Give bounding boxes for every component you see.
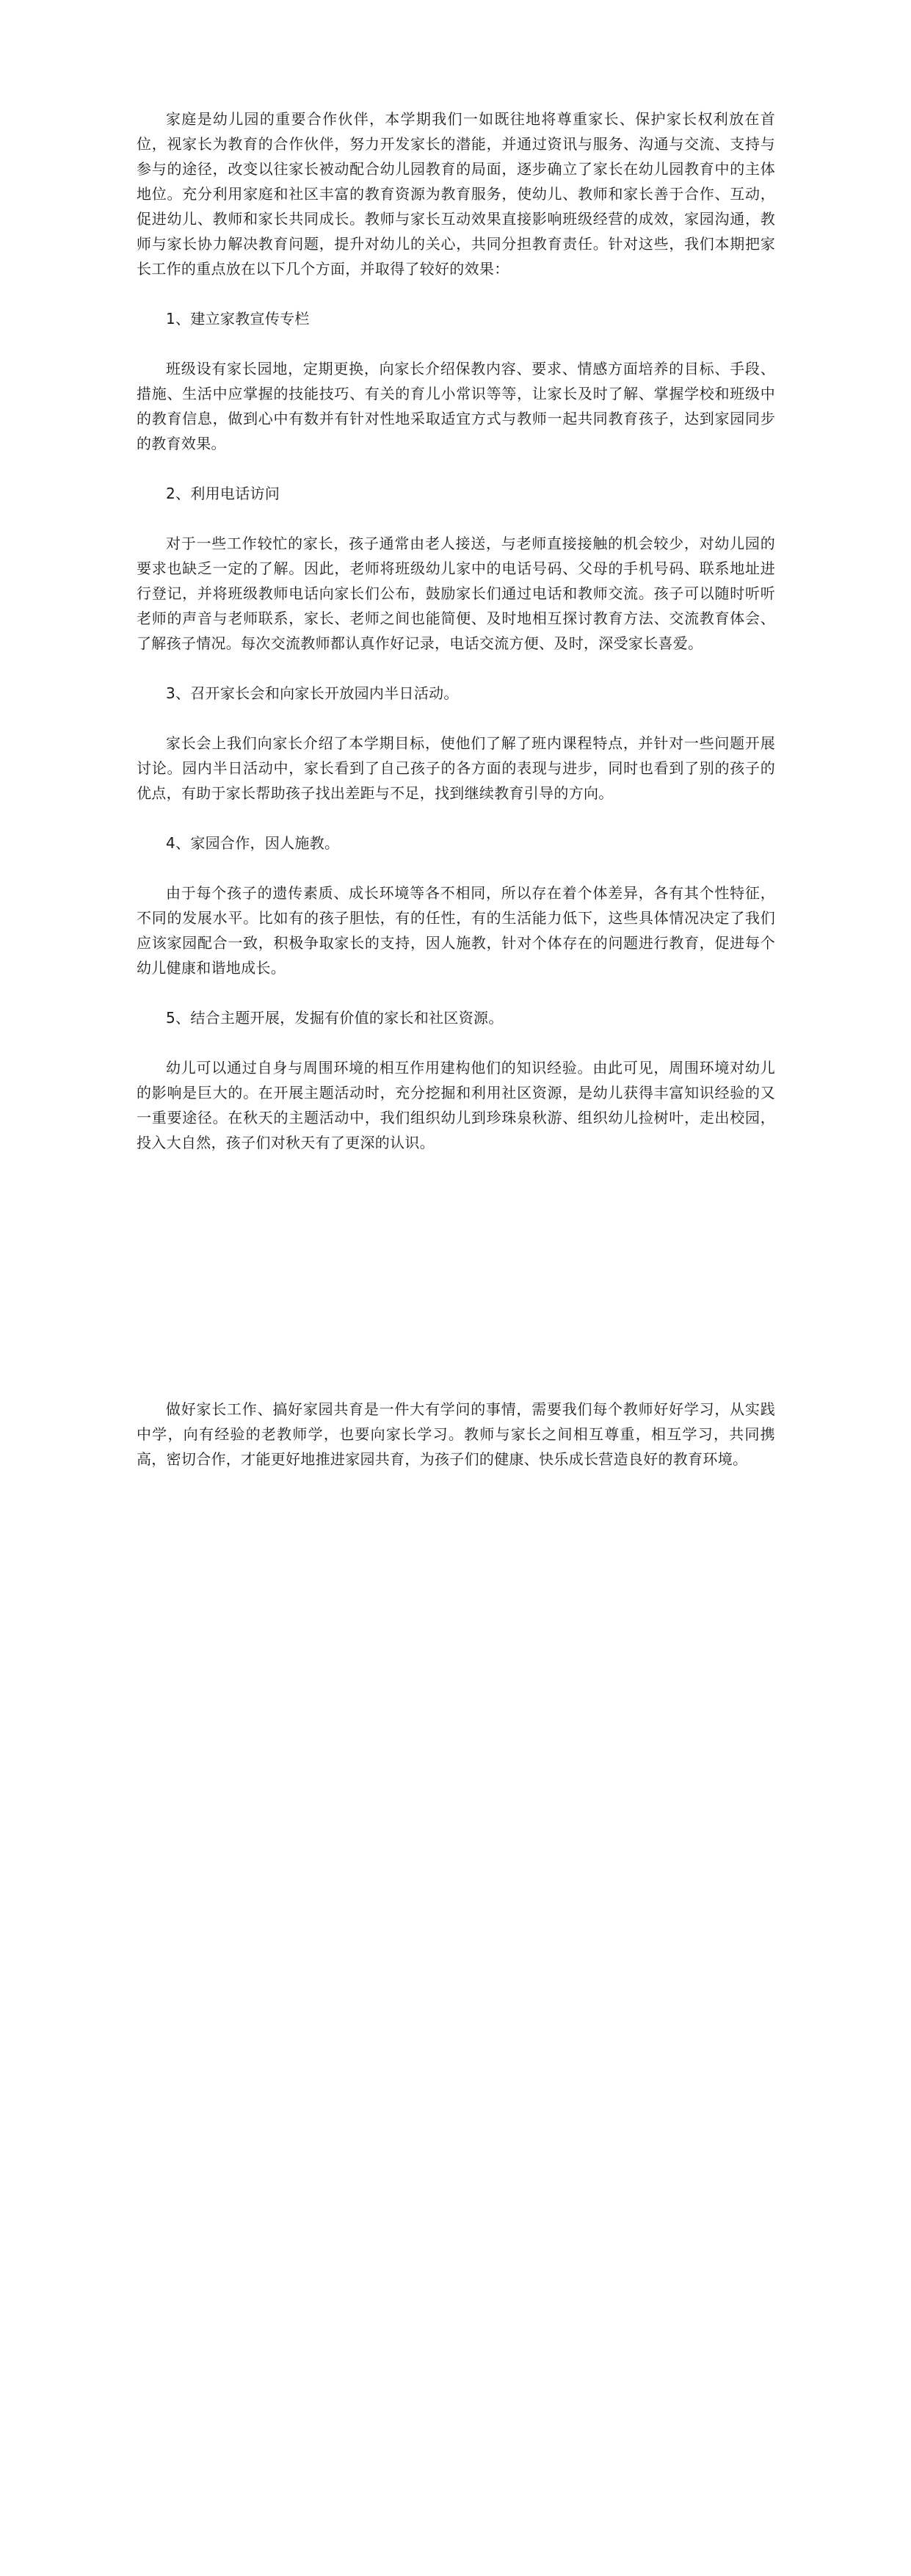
section-4-body: 由于每个孩子的遗传素质、成长环境等各不相同，所以存在着个体差异，各有其个性特征，不同的发展水平。比如有的孩子胆怯，有的任性，有的生活能力低下，这些具体情况决定了我们应该家园配合一致，积极争取家长的支持，因人施教，针对个体存在的问题进行教育，促进每个幼儿健康和谐地成长。 <box>137 884 775 977</box>
intro-paragraph: 家庭是幼儿园的重要合作伙伴，本学期我们一如既往地将尊重家长、保护家长权利放在首位，视家长为教育的合作伙伴，努力开发家长的潜能，并通过资讯与服务、沟通与交流、支持与参与的途径，改变以往家长被动配合幼儿园教育的局面，逐步确立了家长在幼儿园教育中的主体地位。充分利用家庭和社区丰富的教育资源为教育服务，使幼儿、教师和家长善于合作、互动，促进幼儿、教师和家长共同成长。教师与家长互动效果直接影响班级经营的成效，家园沟通，教师与家长协力解决教育问题，提升对幼儿的关心，共同分担教育责任。针对这些，我们本期把家长工作的重点放在以下几个方面，并取得了较好的效果： <box>137 110 775 278</box>
section-5-body: 幼儿可以通过自身与周围环境的相互作用建构他们的知识经验。由此可见，周围环境对幼儿的影响是巨大的。在开展主题活动时，充分挖掘和利用社区资源，是幼儿获得丰富知识经验的又一重要途径。在秋天的主题活动中，我们组织幼儿到珍珠泉秋游、组织幼儿捡树叶，走出校园，投入大自然，孩子们对秋天有了更深的认识。 <box>137 1059 775 1151</box>
conclusion-block <box>137 1397 775 1472</box>
document-body <box>137 106 775 1155</box>
section-1-heading: 1、建立家教宣传专栏 <box>166 310 310 328</box>
section-2-body: 对于一些工作较忙的家长，孩子通常由老人接送，与老师直接接触的机会较少，对幼儿园的要求也缺乏一定的了解。因此，老师将班级幼儿家中的电话号码、父母的手机号码、联系地址进行登记，并将班级教师电话向家长们公布，鼓励家长们通过电话和教师交流。孩子可以随时听听老师的声音与老师联系，家长、老师之间也能简便、及时地相互探讨教育方法、交流教育体会、了解孩子情况。每次交流教师都认真作好记录，电话交流方便、及时，深受家长喜爱。 <box>137 535 775 652</box>
section-4-heading: 4、家园合作，因人施教。 <box>166 834 340 852</box>
section-3-body: 家长会上我们向家长介绍了本学期目标，使他们了解了班内课程特点，并针对一些问题开展讨论。园内半日活动中，家长看到了自己孩子的各方面的表现与进步，同时也看到了别的孩子的优点，有助于家长帮助孩子找出差距与不足，找到继续教育引导的方向。 <box>137 734 775 802</box>
section-2-heading: 2、利用电话访问 <box>166 485 280 502</box>
section-3-heading: 3、召开家长会和向家长开放园内半日活动。 <box>166 684 459 702</box>
conclusion-paragraph: 做好家长工作、搞好家园共育是一件大有学问的事情，需要我们每个教师好好学习，从实践中学，向有经验的老教师学，也要向家长学习。教师与家长之间相互尊重，相互学习，共同携高，密切合作，才能更好地推进家园共育，为孩子们的健康、快乐成长营造良好的教育环境。 <box>137 1400 775 1468</box>
section-1-body: 班级设有家长园地，定期更换，向家长介绍保教内容、要求、情感方面培养的目标、手段、措施、生活中应掌握的技能技巧、有关的育儿小常识等等，让家长及时了解、掌握学校和班级中的教育信息，做到心中有数并有针对性地采取适宜方式与教师一起共同教育孩子，达到家园同步的教育效果。 <box>137 360 775 452</box>
section-5-heading: 5、结合主题开展，发掘有价值的家长和社区资源。 <box>166 1009 504 1027</box>
